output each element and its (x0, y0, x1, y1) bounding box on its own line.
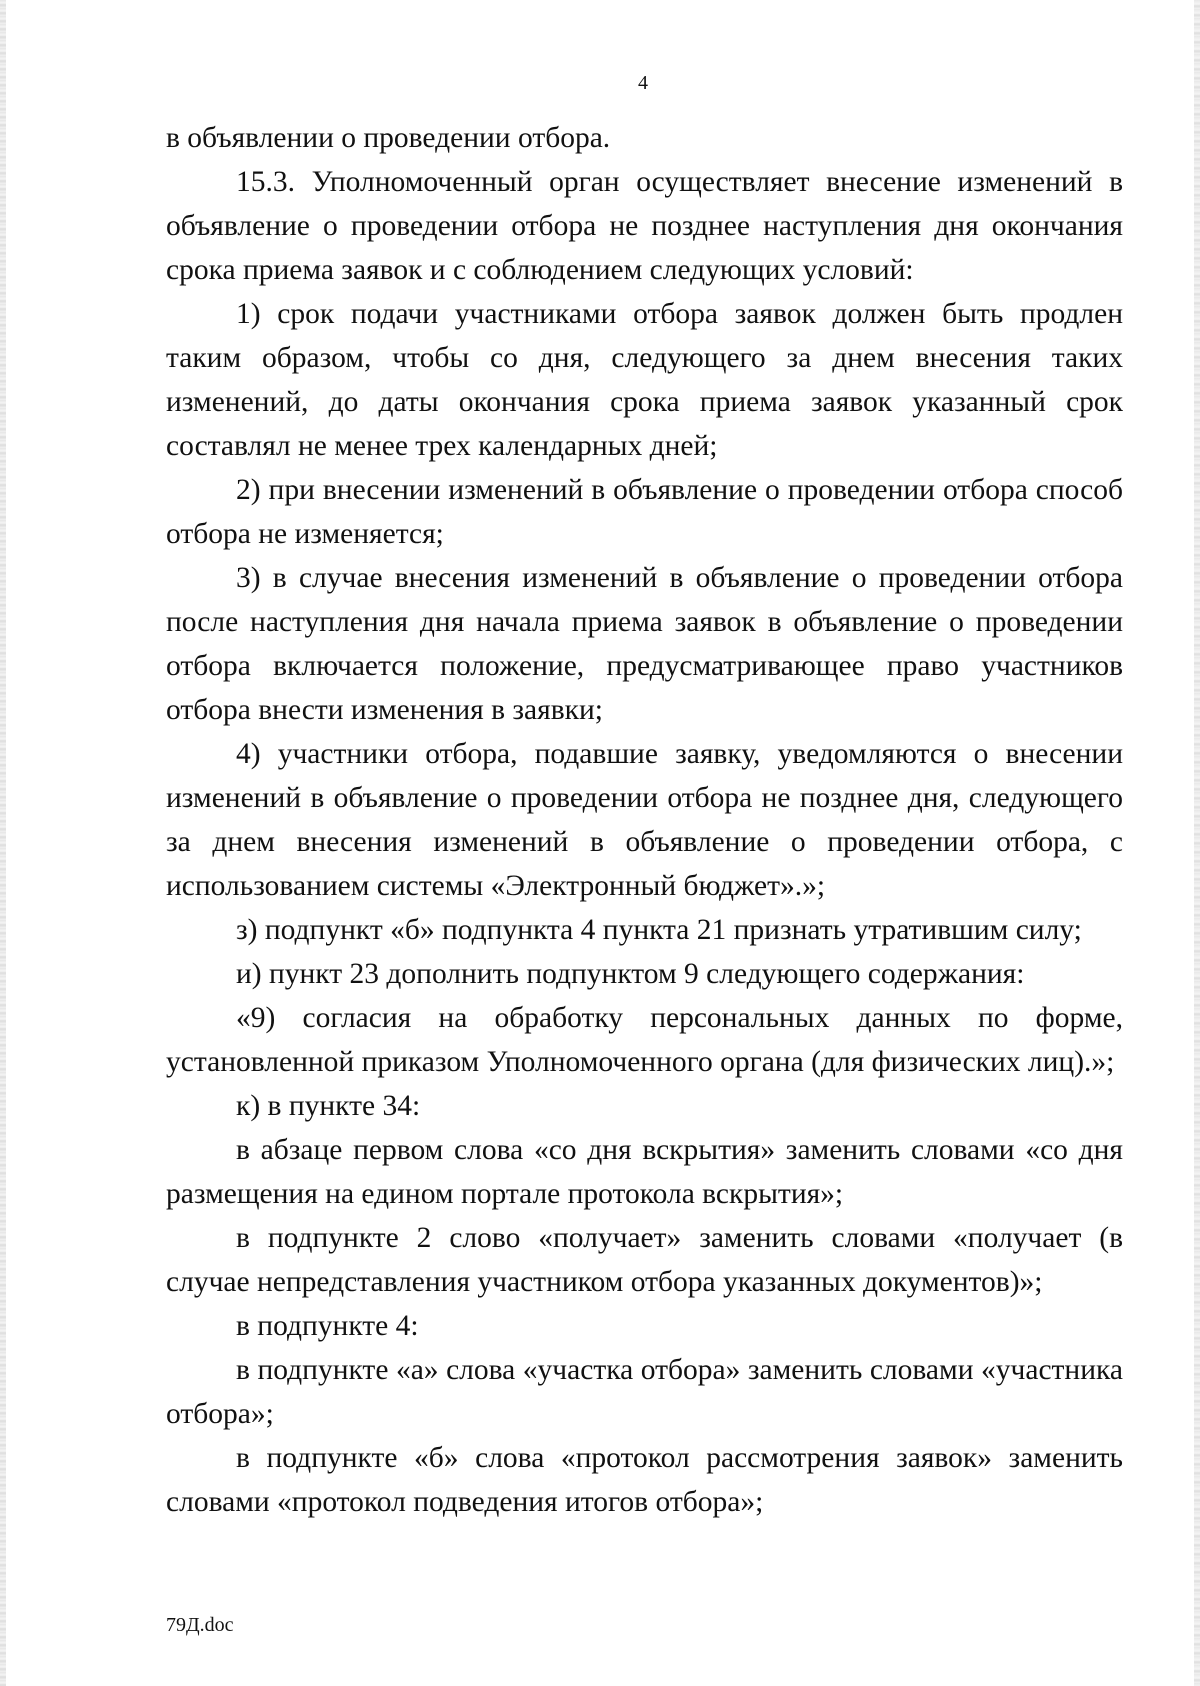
paragraph: в подпункте 2 слово «получает» заменить словами «получает (в случае непредставления участником отбора указанных документов)»; (166, 1222, 1123, 1298)
paragraph: к) в пункте 34: (236, 1090, 421, 1122)
paragraph: 1) срок подачи участниками отбора заявок должен быть продлен таким образом, чтобы со дня, следующего за днем внесения таких изменений, до даты окончания срока приема заявок указанный срок составлял не менее трех календарных дней; (166, 298, 1123, 462)
paragraph: 3) в случае внесения изменений в объявление о проведении отбора после наступления дня начала приема заявок в объявление о проведении отбора включается положение, предусматривающее право участников отбора внести изменения в заявки; (166, 562, 1123, 726)
paragraph: и) пункт 23 дополнить подпунктом 9 следующего содержания: (236, 958, 1025, 990)
paragraph: з) подпункт «б» подпункта 4 пункта 21 признать утратившим силу; (236, 914, 1082, 946)
paragraph: в подпункте «б» слова «протокол рассмотрения заявок» заменить словами «протокол подведения итогов отбора»; (166, 1442, 1123, 1518)
paragraph: 2) при внесении изменений в объявление о проведении отбора способ отбора не изменяется; (166, 474, 1123, 550)
paragraph: в подпункте 4: (236, 1310, 419, 1342)
body-text (166, 116, 1123, 1524)
paragraph: 4) участники отбора, подавшие заявку, уведомляются о внесении изменений в объявление о проведении отбора не позднее дня, следующего за днем внесения изменений в объявление о проведении отбора, с использованием системы «Электронный бюджет».»; (166, 738, 1123, 902)
paragraph: 15.3. Уполномоченный орган осуществляет внесение изменений в объявление о проведении отбора не позднее наступления дня окончания срока приема заявок и с соблюдением следующих условий: (166, 166, 1123, 286)
paragraph: в объявлении о проведении отбора. (166, 122, 611, 154)
footer-filename: 79Д.doc (166, 1614, 234, 1636)
scan-edge-right (1194, 0, 1200, 1686)
paragraph: в абзаце первом слова «со дня вскрытия» заменить словами «со дня размещения на едином портале протокола вскрытия»; (166, 1134, 1123, 1210)
page-number: 4 (638, 72, 648, 94)
scan-edge-left (0, 0, 6, 1686)
paragraph: «9) согласия на обработку персональных данных по форме, установленной приказом Уполномоченного органа (для физических лиц).»; (166, 1002, 1123, 1078)
paragraph: в подпункте «а» слова «участка отбора» заменить словами «участника отбора»; (166, 1354, 1123, 1430)
